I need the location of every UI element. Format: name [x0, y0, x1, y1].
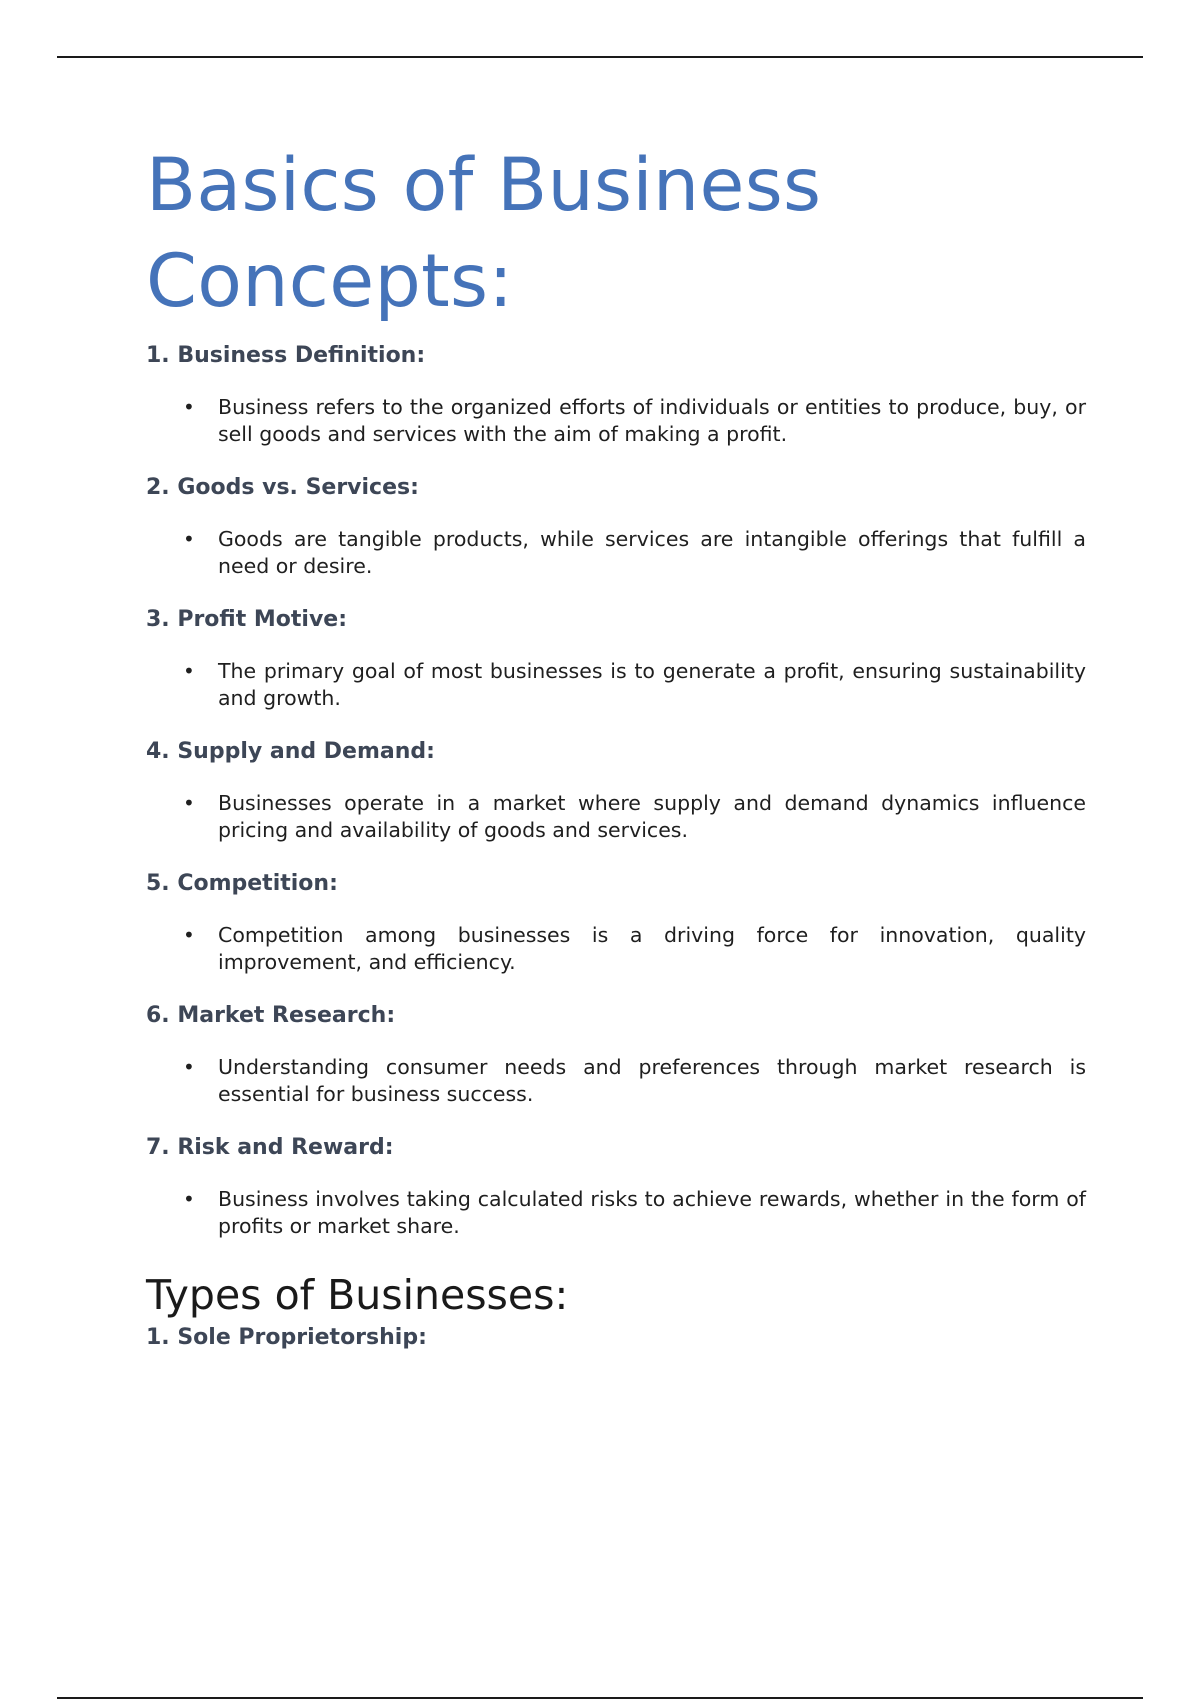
bullet-dot: • — [183, 923, 195, 947]
bullet-item — [146, 526, 1086, 580]
concept-heading: 3. Profit Motive: — [146, 607, 348, 632]
bullet-list — [146, 658, 1086, 712]
bullet-text: Goods are tangible products, while services are intangible offerings that fulfill a need or desire. — [218, 527, 1086, 578]
concept-section — [146, 990, 1086, 1108]
bullet-text: The primary goal of most businesses is to generate a profit, ensuring sustainability and growth. — [218, 659, 1086, 710]
document-title: Basics of Business Concepts: — [146, 143, 822, 324]
concept-heading: 2. Goods vs. Services: — [146, 475, 419, 500]
concept-section — [146, 726, 1086, 844]
bullet-text: Business refers to the organized efforts of individuals or entities to produce, buy, or sell goods and services with the aim of making a profit. — [218, 395, 1086, 446]
bullet-dot: • — [183, 659, 195, 683]
concept-list — [146, 330, 1086, 1240]
bullet-item — [146, 394, 1086, 448]
bullet-list — [146, 1054, 1086, 1108]
concept-section — [146, 594, 1086, 712]
concept-section — [146, 1122, 1086, 1240]
bullet-item — [146, 1186, 1086, 1240]
bullet-list — [146, 922, 1086, 976]
bullet-list — [146, 790, 1086, 844]
bullet-dot: • — [183, 1187, 195, 1211]
bullet-dot: • — [183, 527, 195, 551]
types-first-heading: 1. Sole Proprietorship: — [146, 1325, 427, 1350]
bullet-item — [146, 922, 1086, 976]
concept-section — [146, 330, 1086, 448]
concept-heading: 5. Competition: — [146, 871, 338, 896]
document-body — [146, 138, 1086, 1352]
bullet-dot: • — [183, 791, 195, 815]
bullet-dot: • — [183, 1055, 195, 1079]
concept-section — [146, 858, 1086, 976]
bullet-text: Competition among businesses is a driving force for innovation, quality improvement, and efficiency. — [218, 923, 1086, 974]
bullet-item — [146, 1054, 1086, 1108]
concept-section — [146, 462, 1086, 580]
bullet-list — [146, 394, 1086, 448]
bullet-text: Businesses operate in a market where supply and demand dynamics influence pricing and availability of goods and services. — [218, 791, 1086, 842]
bullet-list — [146, 526, 1086, 580]
bullet-text: Understanding consumer needs and preferences through market research is essential for business success. — [218, 1055, 1086, 1106]
concept-heading: 6. Market Research: — [146, 1003, 396, 1028]
concept-heading: 7. Risk and Reward: — [146, 1135, 394, 1160]
bottom-rule — [57, 1697, 1143, 1699]
bullet-text: Business involves taking calculated risks to achieve rewards, whether in the form of profits or market share. — [218, 1187, 1086, 1238]
top-rule — [57, 56, 1143, 58]
bullet-list — [146, 1186, 1086, 1240]
concept-heading: 4. Supply and Demand: — [146, 739, 435, 764]
bullet-item — [146, 658, 1086, 712]
concept-heading: 1. Business Definition: — [146, 343, 426, 368]
bullet-dot: • — [183, 395, 195, 419]
bullet-item — [146, 790, 1086, 844]
types-title: Types of Businesses: — [146, 1271, 569, 1319]
